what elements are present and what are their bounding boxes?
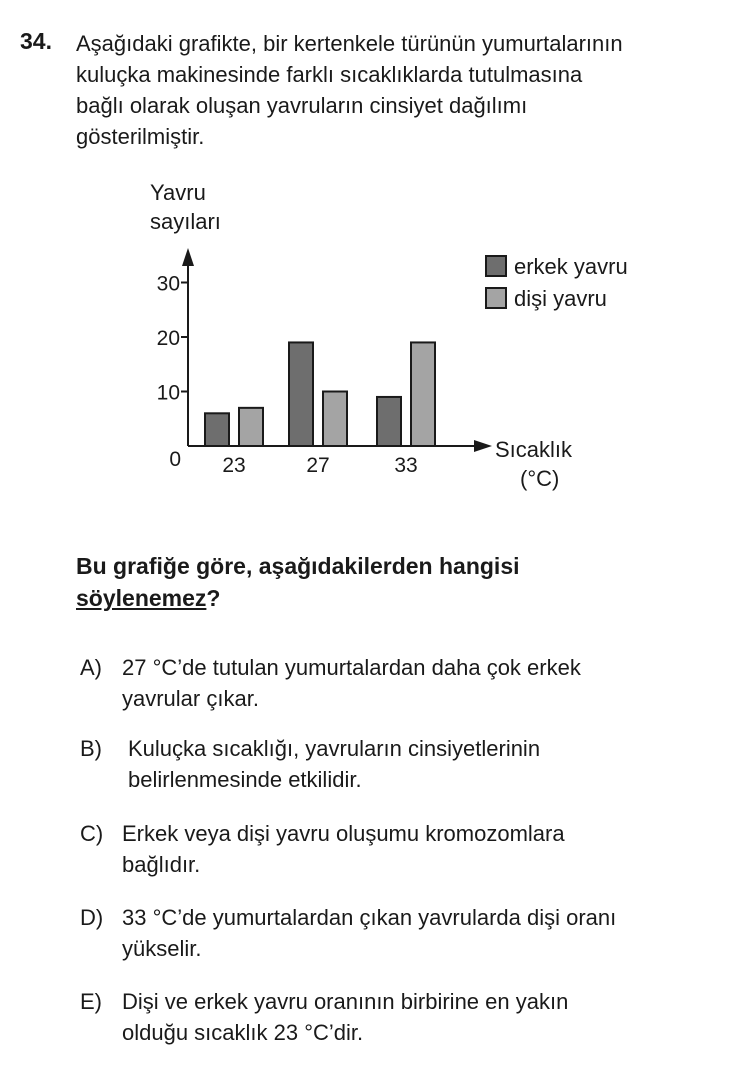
option-text: [122, 986, 568, 1048]
x-axis-label: (°C): [520, 466, 560, 491]
option-line: bağlıdır.: [122, 852, 201, 877]
stem-line: Aşağıdaki grafikte, bir kertenkele türünün yumurtalarının: [76, 31, 623, 56]
bar: [289, 342, 313, 446]
y-axis-label: Yavru: [150, 180, 206, 205]
option-line: olduğu sıcaklık 23 °C’dir.: [122, 1020, 364, 1045]
option-line: 27 °C’de tutulan yumurtalardan daha çok erkek: [122, 655, 581, 680]
legend-swatch: [486, 288, 506, 308]
option-text: [122, 652, 581, 714]
x-tick-label: 27: [306, 454, 330, 477]
prompt-question-mark: ?: [206, 585, 221, 611]
option-text: [122, 818, 565, 880]
option-line: Erkek veya dişi yavru oluşumu kromozomlara: [122, 821, 565, 846]
prompt-line-2: [76, 582, 520, 614]
y-tick-label: 20: [156, 327, 180, 350]
x-tick-label: 23: [222, 454, 246, 477]
stem-line: bağlı olarak oluşan yavruların cinsiyet dağılımı: [76, 93, 528, 118]
option-line: 33 °C’de yumurtalardan çıkan yavrularda dişi oranı: [122, 905, 617, 930]
bar: [239, 408, 263, 446]
option-letter: C): [80, 821, 104, 846]
option-line: belirlenmesinde etkilidir.: [128, 767, 362, 792]
stem-line: gösterilmiştir.: [76, 124, 205, 149]
option-letter: B): [80, 736, 102, 761]
y-axis-arrow: [182, 248, 194, 266]
x-axis-arrow: [474, 440, 492, 452]
bar: [411, 342, 435, 446]
y-tick-label: 0: [169, 448, 181, 471]
bar: [205, 413, 229, 446]
question-prompt: [76, 550, 520, 614]
legend-swatch: [486, 256, 506, 276]
x-axis-label: Sıcaklık: [495, 437, 573, 462]
y-tick-label: 30: [156, 272, 180, 296]
question-number: 34.: [20, 28, 52, 54]
bar: [377, 397, 401, 446]
legend-label: dişi yavru: [514, 286, 607, 311]
option-line: yavrular çıkar.: [122, 686, 259, 711]
y-tick-label: 10: [156, 381, 180, 405]
stem-line: kuluçka makinesinde farklı sıcaklıklarda tutulmasına: [76, 62, 583, 87]
bar: [323, 392, 347, 447]
bar-chart: [0, 0, 750, 520]
legend-label: erkek yavru: [514, 254, 628, 279]
x-tick-label: 33: [394, 454, 418, 477]
prompt-underlined-word: söylenemez: [76, 585, 207, 611]
option-letter: A): [80, 655, 102, 680]
y-axis-label: sayıları: [150, 209, 221, 234]
prompt-line: Bu grafiğe göre, aşağıdakilerden hangisi: [76, 553, 520, 579]
option-line: yükselir.: [122, 936, 202, 961]
option-text: [122, 902, 616, 964]
option-text: [128, 733, 540, 795]
option-line: Kuluçka sıcaklığı, yavruların cinsiyetlerinin: [128, 736, 541, 761]
option-line: Dişi ve erkek yavru oranının birbirine en yakın: [122, 989, 569, 1014]
option-letter: D): [80, 905, 104, 930]
option-letter: E): [80, 989, 102, 1014]
